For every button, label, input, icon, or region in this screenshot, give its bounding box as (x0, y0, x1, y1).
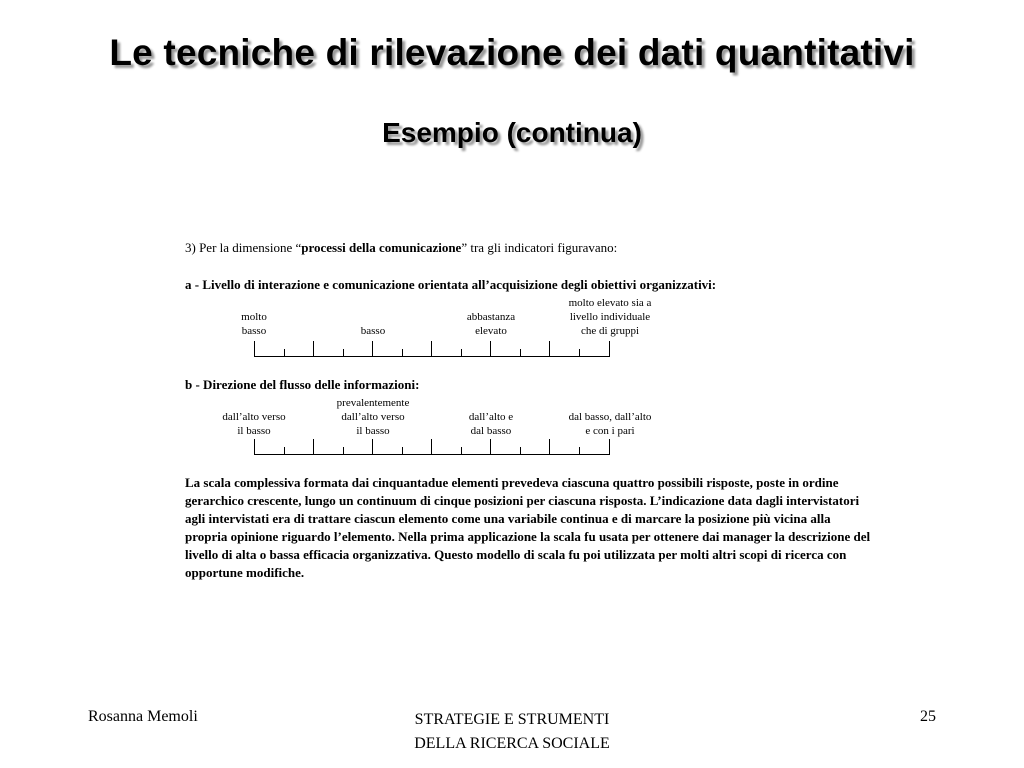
rating-scale-line (250, 438, 620, 458)
label-line: prevalentemente (336, 397, 410, 409)
intro-emphasis: processi della comunicazione (301, 240, 462, 255)
label-line: il basso (356, 425, 390, 437)
item-a-label-1 (189, 310, 319, 338)
label-line: e con i pari (585, 425, 635, 437)
description-paragraph: La scala complessiva formata dai cinquantadue elementi prevedeva ciascuna quattro possibili risposte, poste in ordine gerarchico crescente, lungo un continuum di cinque posizioni per ciascuna risposta. L’indicazione data dagli intervistatori agli intervistati era di trattare ciascun elemento come una variabile continua e di marcare la posizione più vicina alla propria opinione riguardo l’elemento. Nella prima applicazione la scala fu usata per ottenere dai manager la descrizione del livello di alta o bassa efficacia organizzativa. Questo modello di scala fu poi utilizzata per molti altri scopi di ricerca con opportune modifiche. (185, 475, 871, 580)
label-line: dal basso (470, 425, 512, 437)
item-b-label-2 (308, 396, 438, 438)
footer-course-line: DELLA RICERCA SOCIALE (414, 735, 610, 752)
label-line: il basso (237, 425, 271, 437)
intro-prefix: 3) Per la dimensione “ (185, 240, 302, 255)
page-number: 25 (920, 708, 936, 725)
footer-author: Rosanna Memoli (88, 708, 198, 725)
footer-course-line: STRATEGIE E STRUMENTI (414, 711, 610, 728)
label-line: che di gruppi (580, 325, 640, 337)
item-b-heading: b - Direzione del flusso delle informazioni: (185, 377, 420, 392)
label-line: molto (241, 311, 267, 323)
item-a-heading: a - Livello di interazione e comunicazione orientata all’acquisizione degli obiettivi organizzativi: (185, 277, 717, 292)
item-b-label-4 (545, 410, 675, 438)
item-a-label-2 (308, 324, 438, 338)
slide-subtitle: Esempio (continua) (382, 117, 642, 148)
label-line: livello individuale (569, 311, 651, 323)
rating-scale-line (250, 340, 620, 360)
item-b-scale (250, 438, 620, 458)
label-line: abbastanza (466, 311, 516, 323)
label-line: molto elevato sia a (568, 297, 652, 309)
label-line: dal basso, dall’alto (568, 411, 652, 423)
item-b-label-1 (189, 410, 319, 438)
slide-title: Le tecniche di rilevazione dei dati quantitativi (109, 32, 915, 73)
intro-line (185, 240, 617, 256)
item-b-label-3 (426, 410, 556, 438)
label-line: basso (241, 325, 267, 337)
footer-course (362, 708, 662, 756)
label-line: dall’alto verso (341, 411, 405, 423)
item-a-label-4 (545, 296, 675, 338)
label-line: basso (360, 325, 386, 337)
label-line: dall’alto verso (222, 411, 286, 423)
label-line: dall’alto e (468, 411, 514, 423)
item-a-label-3 (426, 310, 556, 338)
intro-suffix: ” tra gli indicatori figuravano: (461, 240, 618, 255)
item-a-scale (250, 340, 620, 360)
label-line: elevato (475, 325, 507, 337)
